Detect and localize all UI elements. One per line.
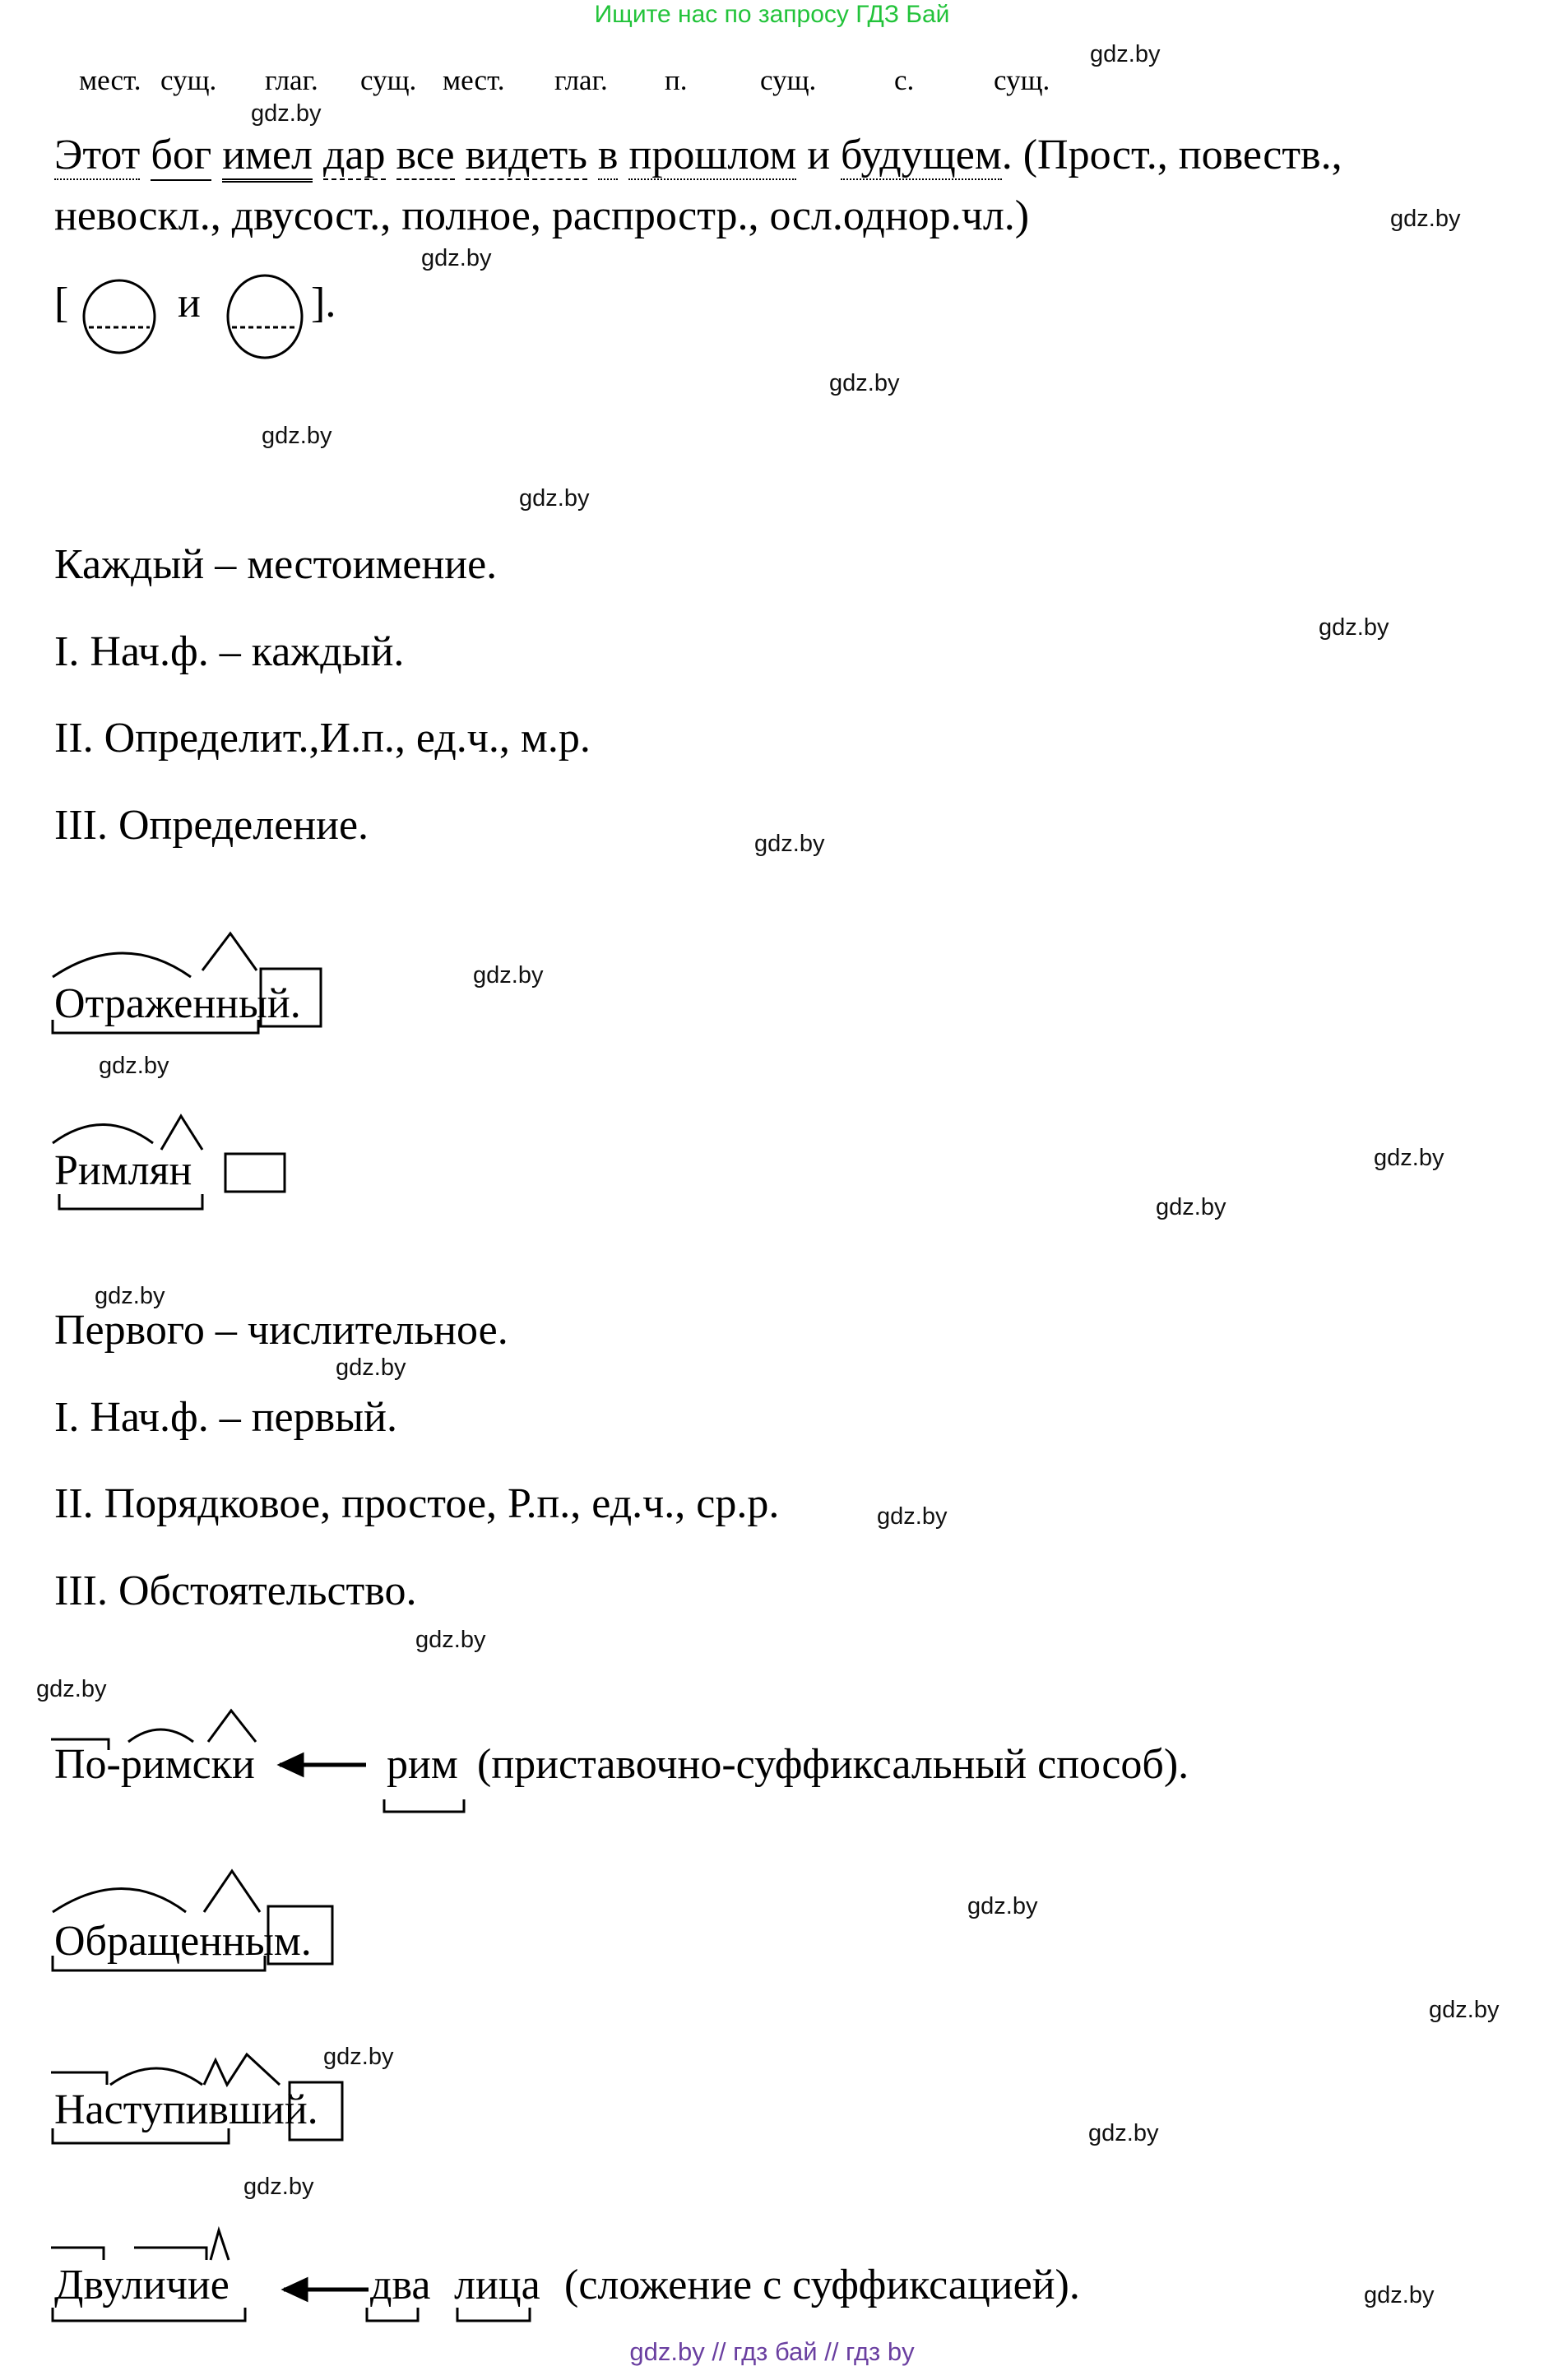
kazhdy-ii: II. Определит.,И.п., ед.ч., м.р.: [54, 715, 591, 762]
watermark: gdz.by: [421, 245, 492, 271]
pervogo-i: I. Нач.ф. – первый.: [54, 1394, 397, 1441]
arrow-head: [280, 1754, 303, 1776]
kazhdy-title: Каждый – местоимение.: [54, 541, 498, 588]
word-dvulichie: Двуличие: [54, 2262, 230, 2308]
pervogo-iii: III. Обстоятельство.: [54, 1567, 417, 1614]
kazhdy-i: I. Нач.ф. – каждый.: [54, 628, 405, 675]
pos-label: с.: [894, 64, 915, 96]
root-arc: [53, 1889, 186, 1913]
pos-label: глаг.: [265, 64, 318, 96]
word-stem: Отраженн: [54, 980, 239, 1027]
sentence-word: будущем: [841, 132, 1002, 178]
watermark: gdz.by: [336, 1354, 406, 1381]
pos-label: глаг.: [554, 64, 608, 96]
footer-links[interactable]: gdz.by // гдз бай // гдз by: [629, 2337, 915, 2366]
word-ending: ий: [262, 2086, 308, 2133]
pos-label: сущ.: [360, 64, 417, 96]
root-arc: [110, 2068, 202, 2085]
watermark: gdz.by: [829, 370, 900, 396]
pos-label: сущ.: [994, 64, 1050, 96]
pervogo-ii: II. Порядковое, простое, Р.п., ед.ч., ср.р.: [54, 1480, 780, 1527]
root-arc: [53, 953, 191, 977]
suffix-caret: [211, 2230, 229, 2260]
watermark: gdz.by: [262, 423, 332, 449]
watermark: gdz.by: [754, 831, 825, 857]
root-arc: [53, 1125, 153, 1144]
watermark: gdz.by: [1429, 1997, 1500, 2023]
scheme-open: [: [54, 280, 69, 326]
scheme-conj: и: [178, 280, 201, 326]
suffix-caret: [204, 1871, 260, 1912]
arrow-head: [284, 2279, 307, 2300]
ending-box: [225, 1154, 285, 1192]
watermark: gdz.by: [95, 1283, 165, 1309]
pos-label: мест.: [443, 64, 505, 96]
method-text: (сложение с суффиксацией).: [564, 2262, 1080, 2308]
watermark: gdz.by: [1390, 206, 1461, 232]
word-stem: Обращенн: [54, 1918, 245, 1965]
sentence-word: прошлом: [628, 132, 797, 178]
sentence-word: все: [396, 132, 455, 178]
word-po-rimski: По-римски: [54, 1741, 255, 1788]
watermark: gdz.by: [1088, 2120, 1159, 2146]
pos-label: сущ.: [160, 64, 217, 96]
watermark: gdz.by: [877, 1503, 948, 1530]
watermark: gdz.by: [1364, 2282, 1435, 2308]
suffix-caret: [202, 933, 257, 970]
root-mark: [134, 2248, 206, 2260]
sentence-line-2: невоскл., двусост., полное, распростр., осл.однор.чл.): [54, 192, 1030, 239]
root-mark: [51, 2248, 104, 2260]
pos-label: мест.: [79, 64, 141, 96]
sentence-word: видеть: [465, 132, 587, 178]
source-word: лица: [454, 2262, 540, 2308]
method-text: (приставочно-суффиксальный способ).: [477, 1741, 1189, 1788]
watermark: gdz.by: [415, 1627, 486, 1653]
top-banner[interactable]: Ищите нас по запросу ГДЗ Бай: [594, 1, 950, 28]
kazhdy-iii: III. Определение.: [54, 802, 369, 849]
word-otrazhenny: [54, 979, 301, 1030]
word-stem: Наступивш: [54, 2086, 262, 2133]
predicate-oval: [228, 276, 302, 358]
watermark: gdz.by: [251, 100, 322, 127]
watermark: gdz.by: [1156, 1194, 1226, 1220]
prefix-mark: [51, 2072, 107, 2085]
sentence-word: имел: [222, 132, 313, 183]
pos-label: сущ.: [760, 64, 817, 96]
sentence-word: дар: [322, 132, 386, 178]
watermark: gdz.by: [99, 1053, 169, 1079]
word-dot: .: [307, 2086, 318, 2133]
word-ending: ый: [238, 980, 290, 1027]
watermark: gdz.by: [967, 1893, 1038, 1919]
stem-bracket: [384, 1799, 464, 1812]
word-nastupivshy: [54, 2085, 318, 2136]
watermark: gdz.by: [1319, 614, 1389, 641]
source-word: два: [370, 2262, 431, 2308]
word-dot: .: [290, 980, 301, 1027]
watermark: gdz.by: [36, 1676, 107, 1702]
subject-oval: [84, 280, 155, 353]
sentence-word: Этот: [54, 132, 141, 178]
watermark: gdz.by: [1374, 1145, 1444, 1171]
word-obrashchennym: [54, 1916, 312, 1967]
word-rimlyan: Римлян: [54, 1147, 192, 1194]
sentence-line-1: [54, 130, 1342, 181]
sentence-word: и: [807, 132, 831, 178]
sentence-tail: . (Прост., повеств.,: [1001, 132, 1342, 178]
word-dot: .: [300, 1918, 312, 1965]
scheme-close: ].: [311, 280, 336, 326]
watermark: gdz.by: [1090, 41, 1161, 67]
suffix-caret: [204, 2054, 280, 2085]
watermark: gdz.by: [323, 2044, 394, 2070]
watermark: gdz.by: [243, 2174, 314, 2200]
sentence-word: в: [597, 132, 619, 178]
watermark: gdz.by: [473, 962, 544, 989]
suffix-caret: [161, 1116, 202, 1150]
watermark: gdz.by: [519, 485, 590, 512]
pos-label: п.: [665, 64, 688, 96]
pervogo-title: Первого – числительное.: [54, 1307, 508, 1354]
suffix-caret: [208, 1711, 256, 1742]
word-ending: ым: [244, 1918, 301, 1965]
source-word: рим: [387, 1741, 458, 1788]
sentence-word: бог: [151, 132, 211, 181]
